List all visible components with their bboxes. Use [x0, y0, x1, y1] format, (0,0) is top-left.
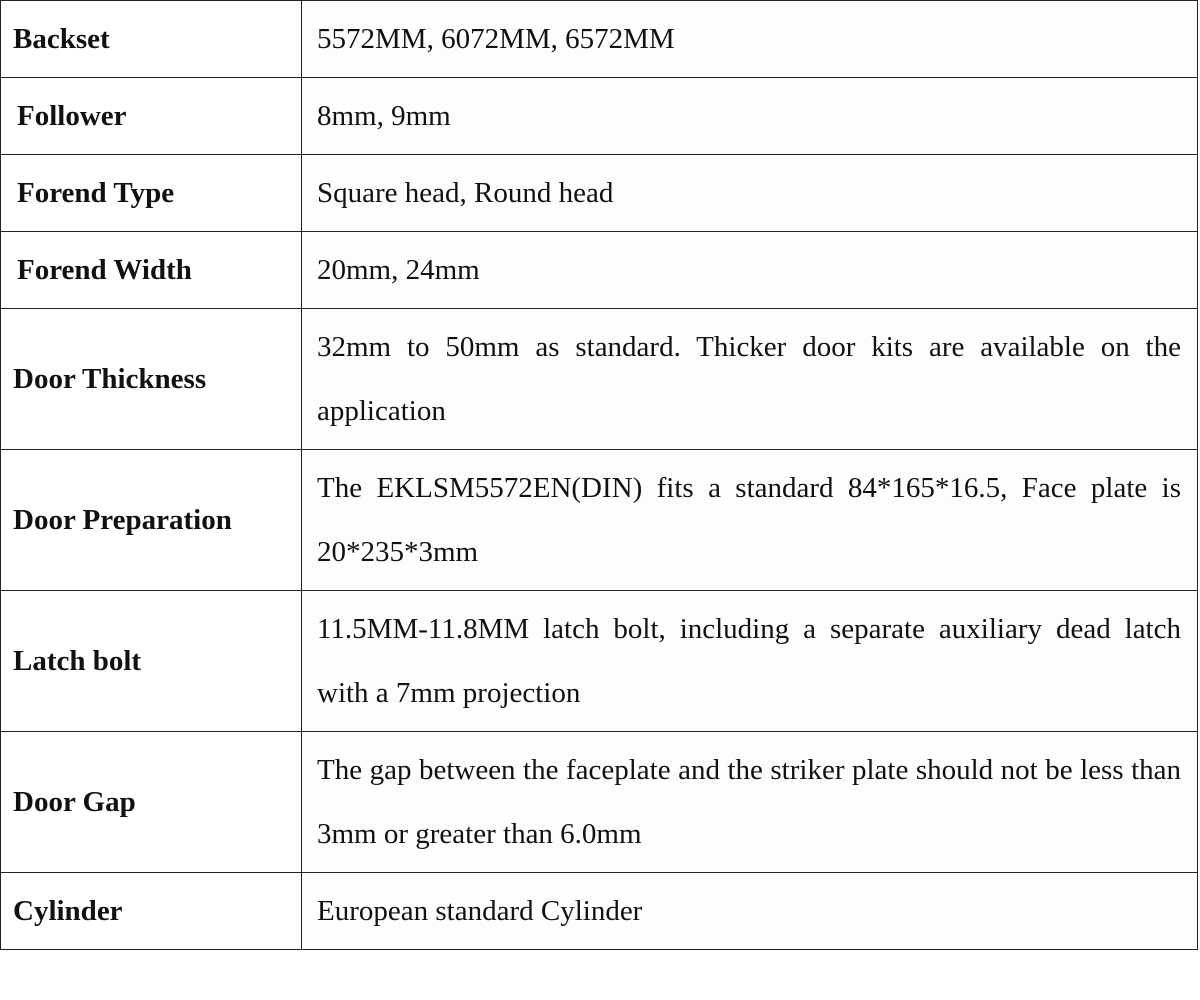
row-label: Cylinder: [1, 873, 302, 950]
row-label: Latch bolt: [1, 591, 302, 732]
row-value: 32mm to 50mm as standard. Thicker door kits are available on the application: [302, 309, 1198, 450]
table-row: [1, 591, 1198, 732]
row-value: Square head, Round head: [302, 155, 1198, 232]
table-row: [1, 155, 1198, 232]
table-row: [1, 309, 1198, 450]
table-row: [1, 1, 1198, 78]
table-row: [1, 873, 1198, 950]
row-value: The EKLSM5572EN(DIN) fits a standard 84*165*16.5, Face plate is 20*235*3mm: [302, 450, 1198, 591]
row-label: Backset: [1, 1, 302, 78]
row-value: The gap between the faceplate and the striker plate should not be less than 3mm or greater than 6.0mm: [302, 732, 1198, 873]
row-label: Follower: [1, 78, 302, 155]
table-row: [1, 450, 1198, 591]
table-row: [1, 232, 1198, 309]
row-value: European standard Cylinder: [302, 873, 1198, 950]
table-row: [1, 78, 1198, 155]
row-value: 5572MM, 6072MM, 6572MM: [302, 1, 1198, 78]
row-label: Forend Type: [1, 155, 302, 232]
row-label: Door Preparation: [1, 450, 302, 591]
row-label: Door Thickness: [1, 309, 302, 450]
table-row: [1, 732, 1198, 873]
row-label: Door Gap: [1, 732, 302, 873]
row-value: 11.5MM-11.8MM latch bolt, including a separate auxiliary dead latch with a 7mm projection: [302, 591, 1198, 732]
row-label: Forend Width: [1, 232, 302, 309]
row-value: 20mm, 24mm: [302, 232, 1198, 309]
row-value: 8mm, 9mm: [302, 78, 1198, 155]
